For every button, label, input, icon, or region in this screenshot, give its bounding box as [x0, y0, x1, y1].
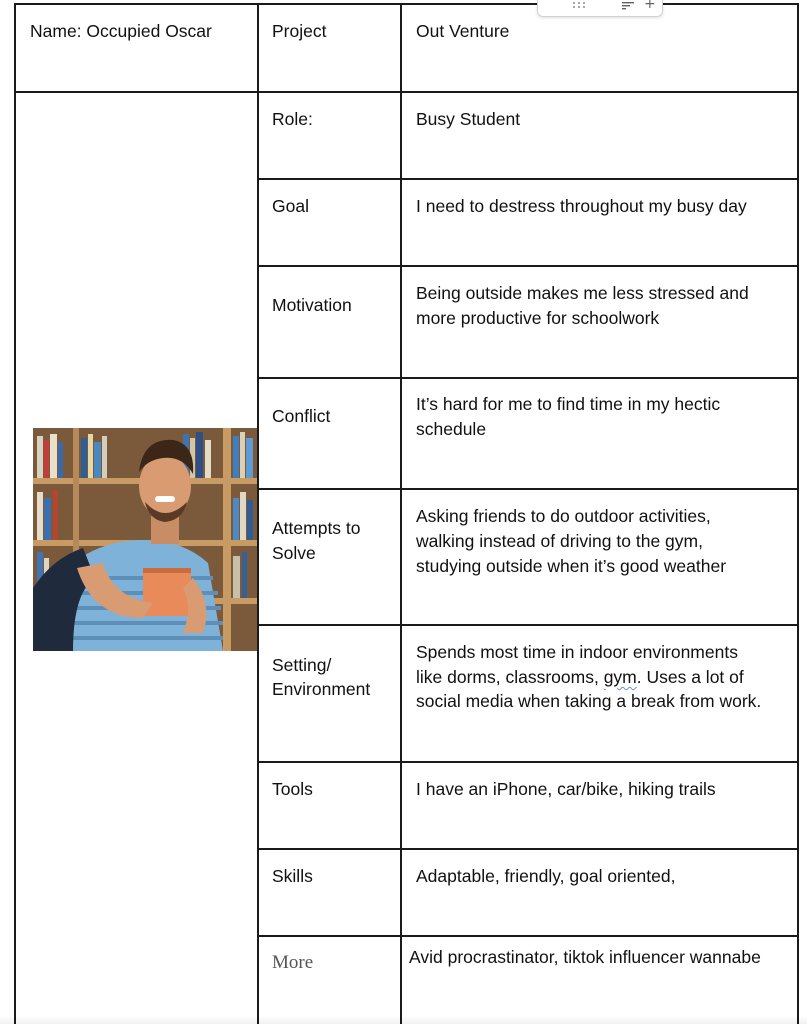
row-value-conflict-line2: schedule: [416, 419, 487, 439]
row-divider-role: [257, 178, 798, 180]
row-label-attempts-line1: Attempts to: [272, 518, 361, 538]
row-label-conflict: Conflict: [272, 406, 331, 426]
row-label-role: Role:: [272, 109, 313, 129]
row-divider-goal: [257, 265, 798, 267]
row-label-skills: Skills: [272, 866, 313, 886]
row-value-setting-line1: Spends most time in indoor environments: [416, 642, 738, 662]
table-toolbar[interactable]: [537, 0, 663, 17]
sort-icon[interactable]: [622, 1, 634, 10]
row-label-motivation: Motivation: [272, 295, 352, 315]
row-value-setting-line2-post: . Uses a lot of: [636, 667, 744, 687]
drag-handle-icon[interactable]: [572, 1, 586, 9]
row-divider-attempts: [257, 624, 798, 626]
row-value-more: Avid procrastinator, tiktok influencer wannabe: [409, 947, 761, 967]
row-value-goal: I need to destress throughout my busy day: [416, 196, 747, 216]
row-divider-conflict: [257, 488, 798, 490]
table-border-top: [14, 3, 798, 5]
row-label-more: More: [272, 952, 314, 973]
persona-photo: [33, 428, 257, 651]
row-label-setting-line1: Setting/: [272, 655, 332, 675]
row-value-motivation-line2: more productive for schoolwork: [416, 308, 660, 328]
table-border-left: [14, 3, 16, 1024]
row-label-goal: Goal: [272, 196, 309, 216]
row-value-attempts-line3: studying outside when it’s good weather: [416, 556, 727, 576]
add-icon[interactable]: +: [644, 0, 656, 12]
table-border-right: [797, 3, 799, 1024]
persona-name: Name: Occupied Oscar: [30, 21, 212, 41]
row-divider-skills: [257, 935, 798, 937]
spellcheck-flagged-word[interactable]: gym: [603, 667, 637, 687]
project-value: Out Venture: [416, 21, 510, 41]
row-divider-setting: [257, 761, 798, 763]
row-value-setting-line3: social media when taking a break from work.: [416, 691, 762, 711]
row-value-setting-line2: [416, 665, 744, 690]
row-divider-motivation: [257, 377, 798, 379]
row-label-attempts-line2: Solve: [272, 543, 316, 563]
row-value-attempts-line1: Asking friends to do outdoor activities,: [416, 506, 711, 526]
row-value-attempts-line2: walking instead of driving to the gym,: [416, 531, 703, 551]
project-label: Project: [272, 21, 327, 41]
row-label-tools: Tools: [272, 779, 313, 799]
row-value-skills: Adaptable, friendly, goal oriented,: [416, 866, 676, 886]
row-value-motivation-line1: Being outside makes me less stressed and: [416, 283, 749, 303]
row-divider-tools: [257, 848, 798, 850]
row-value-role: Busy Student: [416, 109, 521, 129]
row-value-conflict-line1: It’s hard for me to find time in my hectic: [416, 394, 721, 414]
row-label-setting-line2: Environment: [272, 679, 371, 699]
table-border-col2: [400, 3, 402, 1024]
row-value-tools: I have an iPhone, car/bike, hiking trails: [416, 779, 716, 799]
table-border-col1: [257, 3, 259, 1024]
row-value-setting-line2-pre: like dorms, classrooms,: [416, 667, 604, 687]
page-bottom-shade: [0, 1016, 807, 1024]
row-divider-header: [14, 91, 798, 93]
